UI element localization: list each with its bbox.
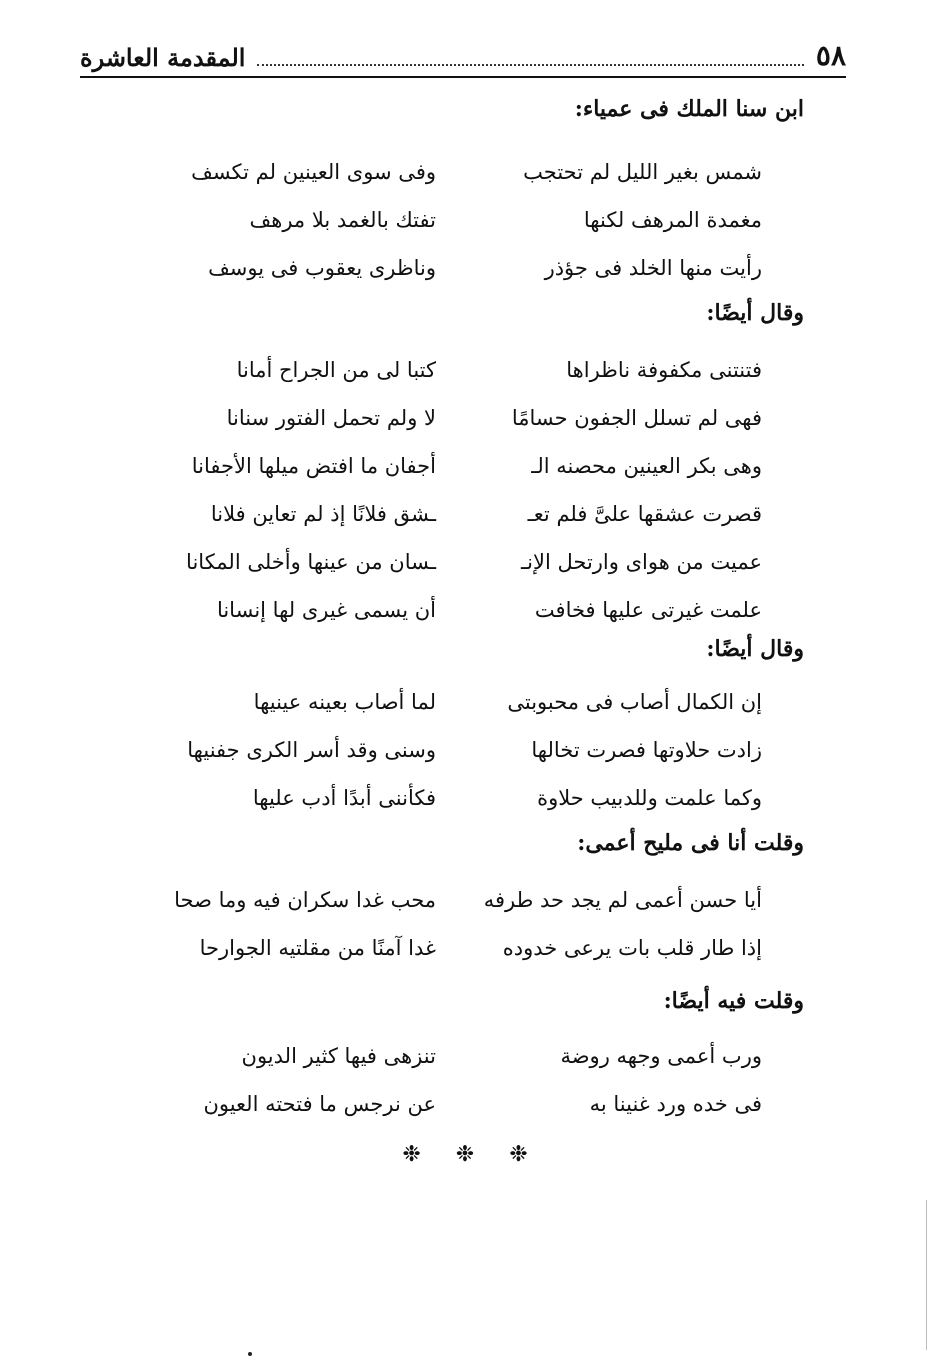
verse-second-hemistich: ـسان من عينها وأخلى المكانا	[186, 550, 436, 574]
verse-first-hemistich: ورب أعمى وجهه روضة	[560, 1044, 762, 1068]
verse-first-hemistich: مغمدة المرهف لكنها	[583, 208, 762, 232]
verse	[0, 244, 944, 292]
verse-first-hemistich: وهى بكر العينين محصنه الـ	[531, 454, 762, 478]
verse	[0, 442, 944, 490]
verse	[0, 774, 944, 822]
verse-second-hemistich: وناظرى يعقوب فى يوسف	[208, 256, 436, 280]
verse-first-hemistich: شمس بغير الليل لم تحتجب	[523, 160, 762, 184]
poem-block	[0, 148, 944, 292]
verse	[0, 1032, 944, 1080]
verse-second-hemistich: لا ولم تحمل الفتور سنانا	[226, 406, 436, 430]
verse-second-hemistich: لما أصاب بعينه عينيها	[253, 690, 436, 714]
page-header	[80, 34, 846, 78]
verse-first-hemistich: وكما علمت وللدبيب حلاوة	[537, 786, 762, 810]
header-dotted-leader	[257, 64, 803, 66]
verse	[0, 538, 944, 586]
verse	[0, 726, 944, 774]
section-heading: ابن سنا الملك فى عمياء:	[574, 96, 804, 122]
verse	[0, 876, 944, 924]
verse	[0, 1080, 944, 1128]
page-number: ٥٨	[815, 39, 846, 72]
verse-first-hemistich: رأيت منها الخلد فى جؤذر	[544, 256, 762, 280]
verse	[0, 196, 944, 244]
verse	[0, 924, 944, 972]
verse-second-hemistich: تفتك بالغمد بلا مرهف	[249, 208, 436, 232]
verse-second-hemistich: أجفان ما افتض ميلها الأجفانا	[191, 454, 436, 478]
verse-second-hemistich: وفى سوى العينين لم تكسف	[191, 160, 436, 184]
section-heading: وقلت فيه أيضًا:	[663, 988, 804, 1014]
verse	[0, 148, 944, 196]
verse	[0, 346, 944, 394]
verse	[0, 586, 944, 634]
section-heading: وقال أيضًا:	[706, 300, 804, 326]
section-end-ornament: ❉ ❉ ❉	[402, 1142, 542, 1167]
verse	[0, 394, 944, 442]
verse-first-hemistich: زادت حلاوتها فصرت تخالها	[531, 738, 762, 762]
verse-first-hemistich: قصرت عشقها علىَّ فلم تعـ	[527, 502, 762, 526]
verse-first-hemistich: إن الكمال أصاب فى محبوبتى	[507, 690, 762, 714]
verse-second-hemistich: غدا آمنًا من مقلتيه الجوارحا	[199, 936, 436, 960]
section-heading: وقال أيضًا:	[706, 636, 804, 662]
verse-first-hemistich: إذا طار قلب بات يرعى خدوده	[502, 936, 762, 960]
poem-block	[0, 1032, 944, 1128]
scan-speck	[248, 1352, 252, 1356]
poem-block	[0, 876, 944, 972]
verse-second-hemistich: كتبا لى من الجراح أمانا	[236, 358, 436, 382]
poem-block	[0, 678, 944, 822]
verse-second-hemistich: أن يسمى غيرى لها إنسانا	[216, 598, 436, 622]
verse-first-hemistich: علمت غيرتى عليها فخافت	[534, 598, 762, 622]
verse	[0, 490, 944, 538]
verse-first-hemistich: فهى لم تسلل الجفون حسامًا	[511, 406, 762, 430]
verse-first-hemistich: فتنتنى مكفوفة ناظراها	[566, 358, 762, 382]
verse-second-hemistich: ـشق فلانًا إذ لم تعاين فلانا	[210, 502, 436, 526]
verse-first-hemistich: أيا حسن أعمى لم يجد حد طرفه	[483, 888, 762, 912]
section-heading: وقلت أنا فى مليح أعمى:	[577, 830, 804, 856]
running-title: المقدمة العاشرة	[80, 43, 246, 72]
verse-first-hemistich: فى خده ورد غنينا به	[589, 1092, 762, 1116]
verse-second-hemistich: محب غدا سكران فيه وما صحا	[174, 888, 436, 912]
scan-edge-line	[926, 1200, 927, 1350]
poem-block	[0, 346, 944, 634]
verse-second-hemistich: عن نرجس ما فتحته العيون	[203, 1092, 436, 1116]
verse-first-hemistich: عميت من هواى وارتحل الإنـ	[521, 550, 762, 574]
verse-second-hemistich: تنزهى فيها كثير الديون	[241, 1044, 436, 1068]
verse-second-hemistich: فكأننى أبدًا أدب عليها	[252, 786, 436, 810]
verse-second-hemistich: وسنى وقد أسر الكرى جفنيها	[187, 738, 436, 762]
verse	[0, 678, 944, 726]
